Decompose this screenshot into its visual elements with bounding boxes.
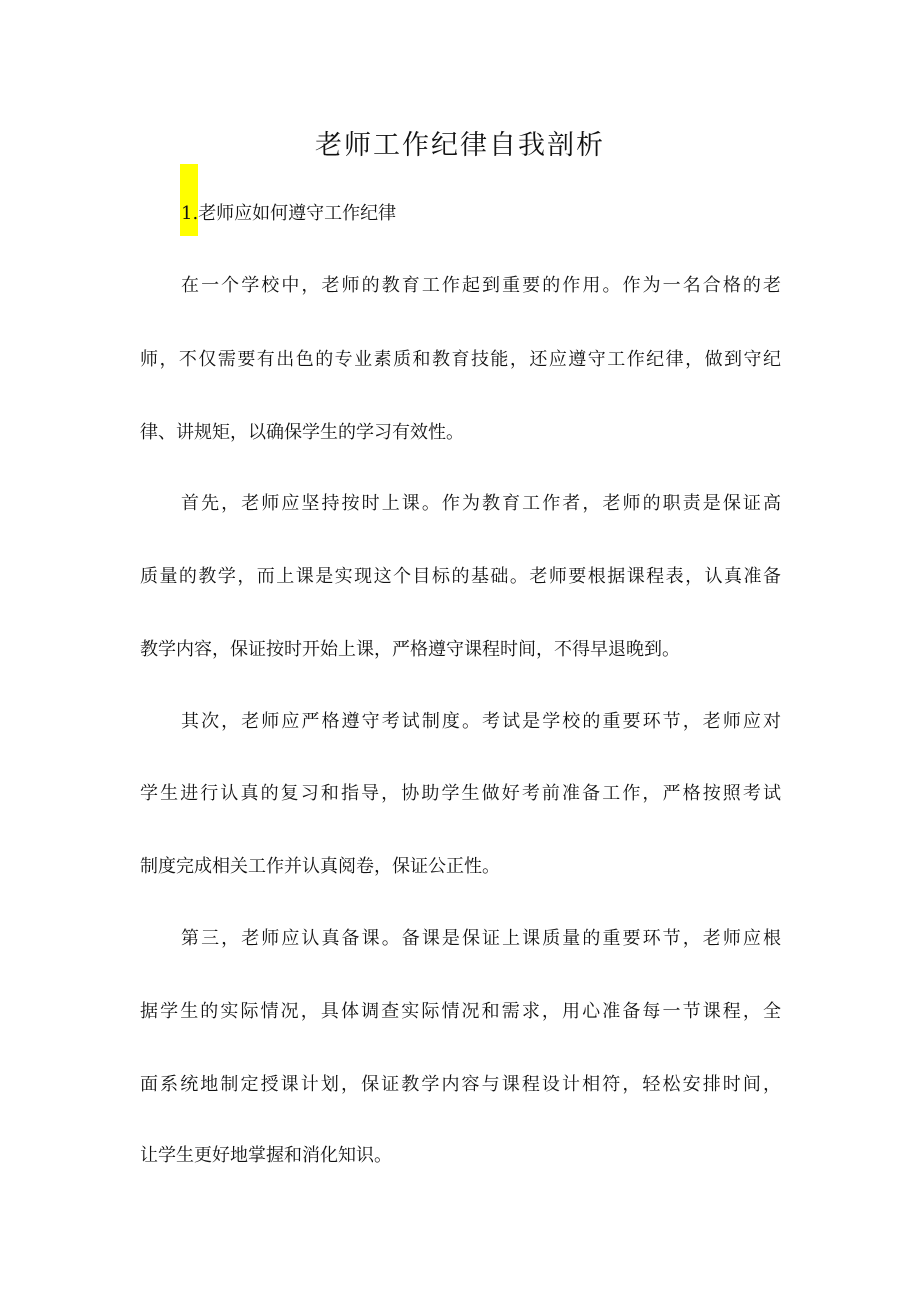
paragraph-line: 据学生的实际情况，具体调查实际情况和需求，用心准备每一节课程，全	[140, 1001, 781, 1022]
paragraph-line: 质量的教学，而上课是实现这个目标的基础。老师要根据课程表，认真准备	[140, 566, 781, 587]
paragraph-line: 师，不仅需要有出色的专业素质和教育技能，还应遵守工作纪律，做到守纪	[140, 349, 781, 370]
heading-text: 老师应如何遵守工作纪律	[198, 203, 397, 224]
paragraph-line: 面系统地制定授课计划，保证教学内容与课程设计相符，轻松安排时间，	[140, 1074, 781, 1095]
paragraph-line: 学生进行认真的复习和指导，协助学生做好考前准备工作，严格按照考试	[140, 783, 781, 804]
section-heading	[181, 200, 396, 228]
document-title: 老师工作纪律自我剖析	[315, 130, 605, 161]
paragraph-line: 律、讲规矩，以确保学生的学习有效性。	[140, 422, 464, 443]
paragraph-line: 制度完成相关工作并认真阅卷，保证公正性。	[140, 856, 500, 877]
highlight-mark	[180, 164, 198, 236]
paragraph-line: 第三，老师应认真备课。备课是保证上课质量的重要环节，老师应根	[181, 928, 781, 949]
paragraph-line: 让学生更好地掌握和消化知识。	[140, 1145, 392, 1166]
heading-number	[181, 200, 198, 228]
paragraph-line: 首先，老师应坚持按时上课。作为教育工作者，老师的职责是保证高	[181, 493, 781, 514]
paragraph-line: 在一个学校中，老师的教育工作起到重要的作用。作为一名合格的老	[181, 275, 781, 296]
paragraph-line: 教学内容，保证按时开始上课，严格遵守课程时间，不得早退晚到。	[140, 639, 680, 660]
paragraph-line: 其次，老师应严格遵守考试制度。考试是学校的重要环节，老师应对	[181, 711, 781, 732]
heading-number-text: 1.	[181, 203, 199, 224]
